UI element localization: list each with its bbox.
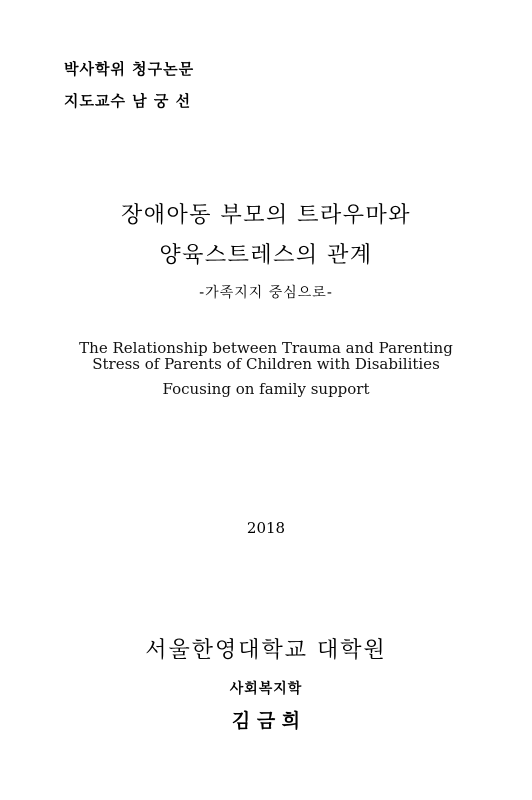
korean-subtitle: -가족지지 중심으로- <box>199 285 333 301</box>
english-title-line-2: Stress of Parents of Children with Disabilities <box>92 355 440 373</box>
korean-title-line-2: 양육스트레스의 관계 <box>159 243 373 268</box>
korean-title-line-1: 장애아동 부모의 트라우마와 <box>120 203 411 228</box>
degree-label: 박사학위 청구논문 <box>64 60 195 78</box>
advisor-label: 지도교수 남 궁 선 <box>64 92 192 110</box>
author-name: 김 금 희 <box>231 710 301 732</box>
english-subtitle: Focusing on family support <box>162 380 370 398</box>
department-name: 사회복지학 <box>229 681 303 697</box>
year: 2018 <box>246 519 286 537</box>
english-title-line-1: The Relationship between Trauma and Parenting <box>79 339 453 357</box>
university-name: 서울한영대학교 대학원 <box>145 638 387 663</box>
